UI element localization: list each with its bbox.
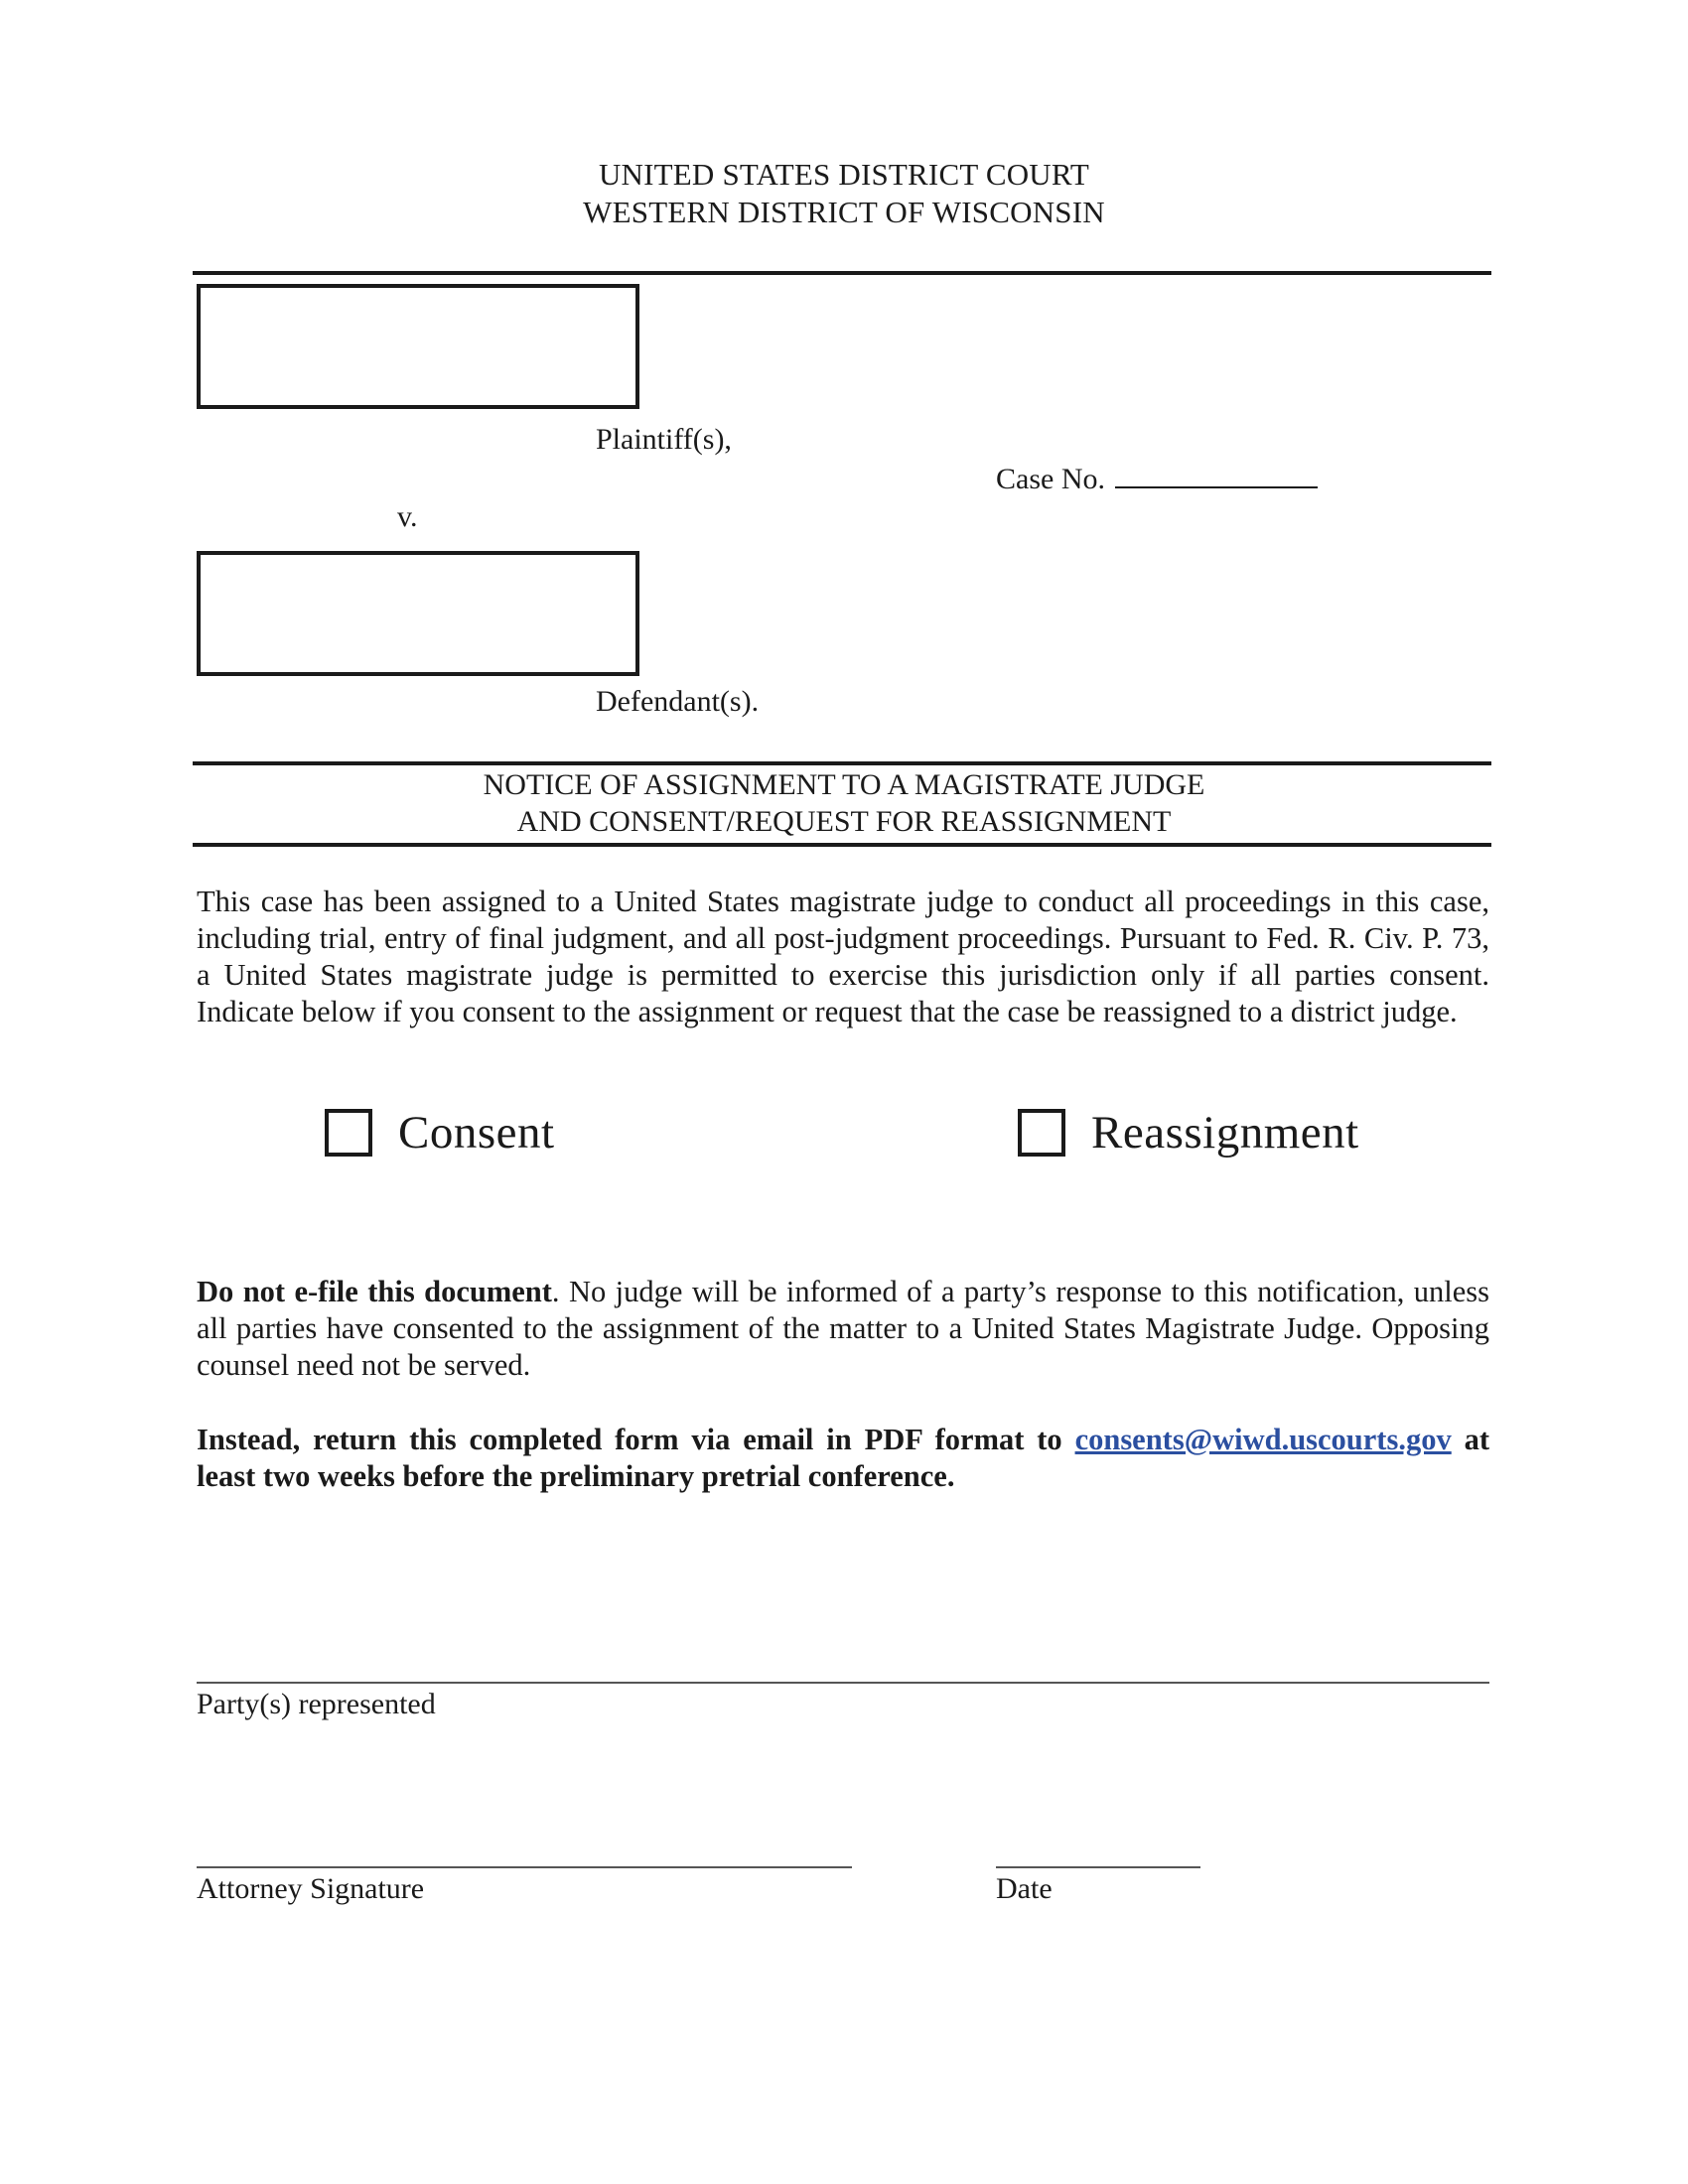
intro-paragraph: This case has been assigned to a United States magistrate judge to conduct all proceedings in this case, including trial, entry of final judgment, and all post-judgment proceedings. Pursuant to Fed. R. Civ. P. 73, a United States magistrate judge is permitted to exercise this jurisdiction only if all parties consent. Indicate below if you consent to the assignment or request that the case be reassigned to a district judge.: [197, 885, 1489, 1028]
notice-title-line1: NOTICE OF ASSIGNMENT TO A MAGISTRATE JUDGE: [483, 768, 1205, 801]
top-rule: [193, 271, 1491, 275]
attorney-signature-label: Attorney Signature: [197, 1872, 425, 1905]
consent-checkbox[interactable]: [325, 1109, 372, 1157]
attorney-signature-line[interactable]: [197, 1866, 852, 1868]
versus-label: v.: [397, 500, 418, 533]
plaintiff-label: Plaintiff(s),: [596, 423, 732, 456]
reassignment-checkbox[interactable]: [1018, 1109, 1065, 1157]
efile-paragraph: [197, 1274, 1489, 1384]
reassignment-option[interactable]: [1018, 1106, 1359, 1160]
party-represented-label: Party(s) represented: [197, 1688, 436, 1720]
court-name: UNITED STATES DISTRICT COURT: [598, 157, 1090, 192]
defendant-label: Defendant(s).: [596, 685, 760, 718]
reassignment-label: Reassignment: [1091, 1107, 1359, 1159]
defendant-name-field[interactable]: [197, 551, 639, 676]
email-link[interactable]: consents@wiwd.uscourts.gov: [1074, 1423, 1452, 1456]
case-number-field[interactable]: [1115, 459, 1318, 488]
party-represented-line[interactable]: [197, 1682, 1489, 1684]
plaintiff-name-field[interactable]: [197, 284, 639, 409]
case-number: [996, 459, 1318, 496]
notice-top-rule: [193, 761, 1491, 765]
return-instructions: [197, 1422, 1489, 1495]
notice-bottom-rule: [193, 843, 1491, 847]
efile-text: . No judge will be informed of a party’s response to this notification, unless all parties have consented to the assignment of the matter to a United States Magistrate Judge. Opposing counsel need not be served.: [197, 1275, 1489, 1382]
date-label: Date: [996, 1872, 1053, 1905]
court-district: WESTERN DISTRICT OF WISCONSIN: [583, 195, 1105, 229]
return-text-2: at least two weeks before the preliminary pretrial conference.: [197, 1423, 1490, 1493]
date-line[interactable]: [996, 1866, 1200, 1868]
efile-warning: Do not e-file this document: [197, 1275, 552, 1308]
return-text-1: Instead, return this completed form via email in PDF format to: [197, 1423, 1062, 1456]
consent-option[interactable]: [325, 1106, 555, 1160]
case-no-label: Case No.: [996, 463, 1105, 495]
notice-title-line2: AND CONSENT/REQUEST FOR REASSIGNMENT: [516, 805, 1172, 838]
consent-label: Consent: [398, 1107, 555, 1159]
